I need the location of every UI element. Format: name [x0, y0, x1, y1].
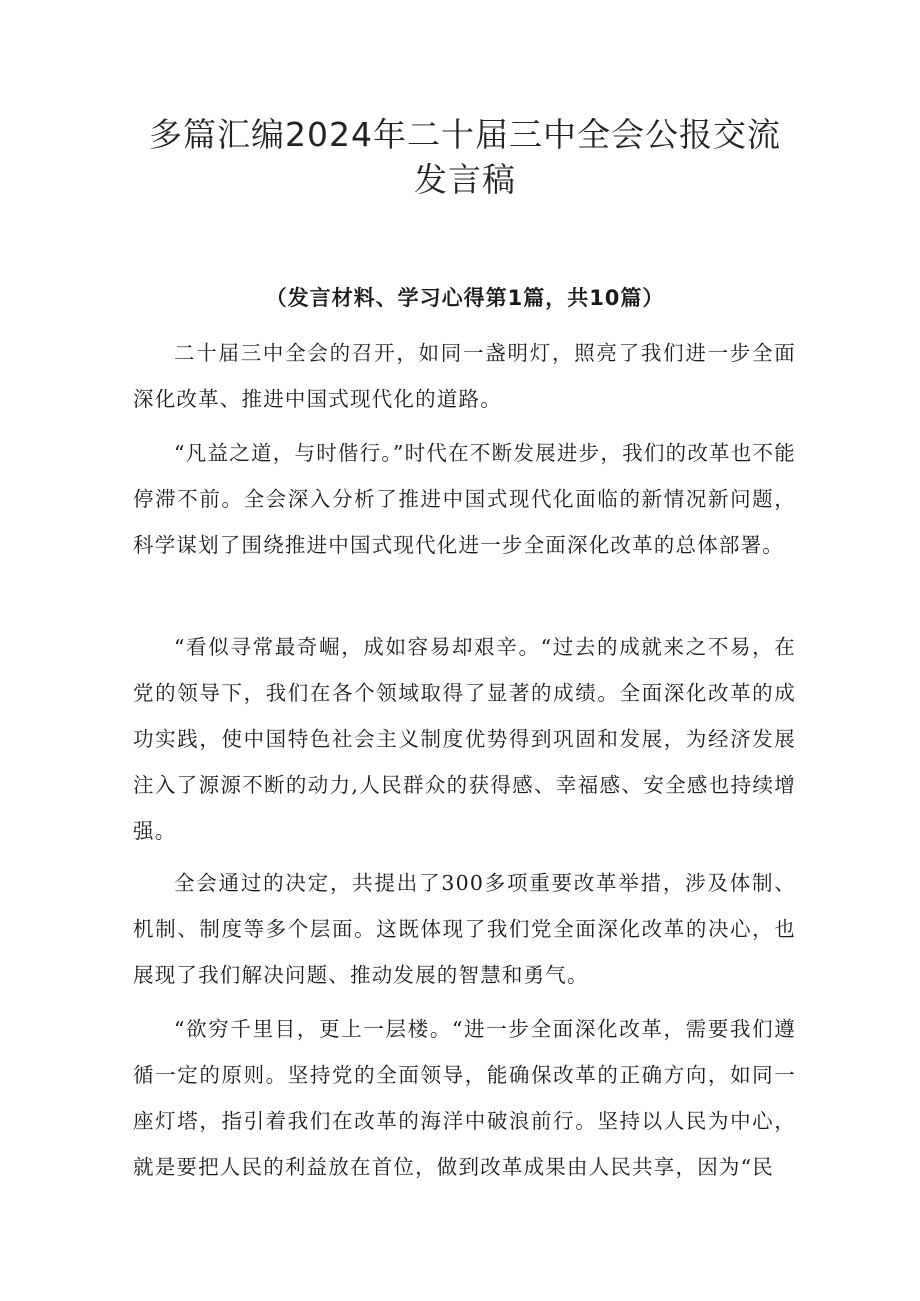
paragraph-2: “凡益之道，与时偕行。”时代在不断发展进步，我们的改革也不能停滞不前。全会深入分析了推进中国式现代化面临的新情况新问题，科学谋划了围绕推进中国式现代化进一步全面深化改革的总体部署。	[133, 441, 796, 557]
paragraph-4: 全会通过的决定，共提出了300多项重要改革举措，涉及体制、机制、制度等多个层面。这既体现了我们党全面深化改革的决心，也展现了我们解决问题、推动发展的智慧和勇气。	[133, 871, 796, 987]
document-subtitle: （发言材料、学习心得第1篇，共10篇）	[265, 286, 665, 310]
paragraph-1: 二十届三中全会的召开，如同一盏明灯，照亮了我们进一步全面深化改革、推进中国式现代化的道路。	[133, 341, 796, 411]
title-line-1: 多篇汇编2024年二十届三中全会公报交流	[149, 115, 781, 154]
document-title	[120, 112, 810, 202]
paragraph-5: “欲穷千里目，更上一层楼。“进一步全面深化改革，需要我们遵循一定的原则。坚持党的全面领导，能确保改革的正确方向，如同一座灯塔，指引着我们在改革的海洋中破浪前行。坚持以人民为中心，就是要把人民的利益放在首位，做到改革成果由人民共享，因为“民	[133, 1017, 796, 1179]
title-line-2: 发言稿	[414, 160, 516, 199]
paragraph-3: “看似寻常最奇崛，成如容易却艰辛。“过去的成就来之不易，在党的领导下，我们在各个领域取得了显著的成绩。全面深化改革的成功实践，使中国特色社会主义制度优势得到巩固和发展，为经济发展注入了源源不断的动力,人民群众的获得感、幸福感、安全感也持续增强。	[133, 635, 796, 843]
